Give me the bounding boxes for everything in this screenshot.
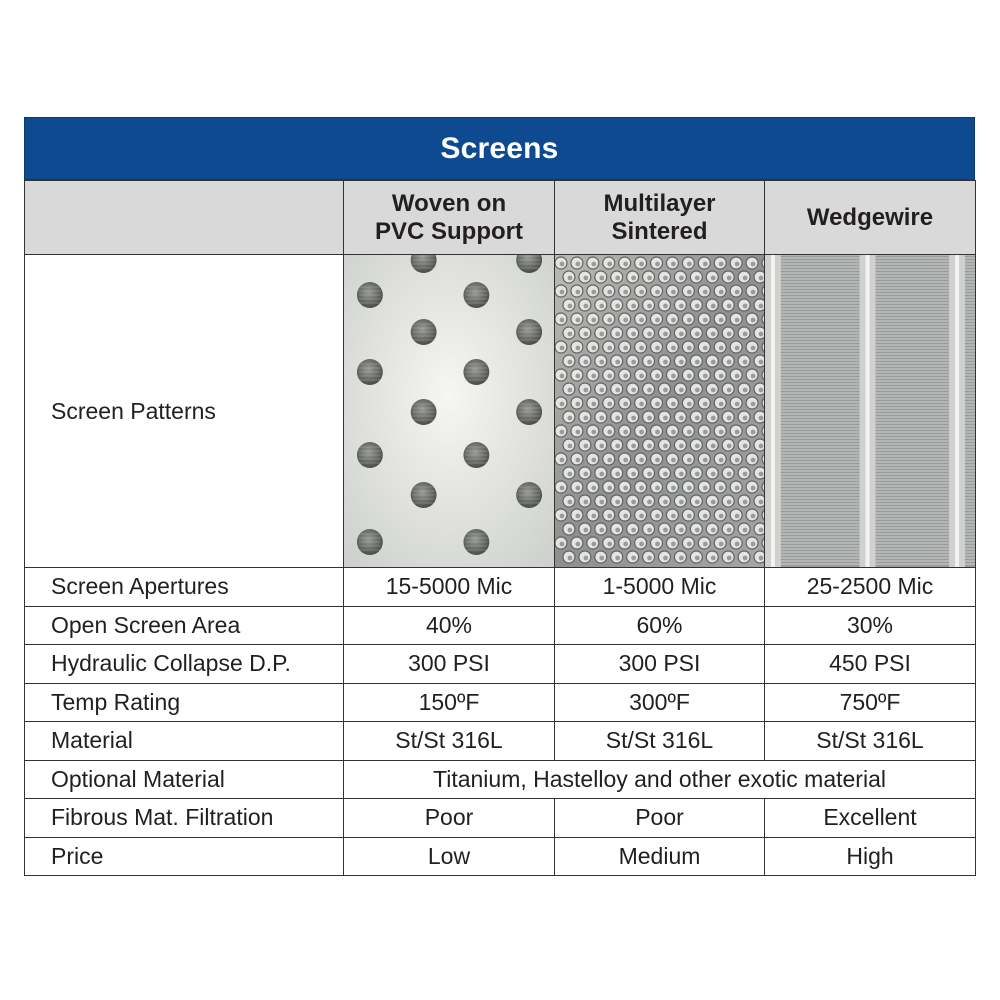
cell-value: 300 PSI (344, 645, 555, 684)
multilayer-sintered-pattern-image (555, 255, 765, 568)
pattern-row (25, 255, 976, 568)
column-header-line: PVC Support (375, 217, 523, 245)
cell-value: 150ºF (344, 683, 555, 722)
row-label: Hydraulic Collapse D.P. (25, 645, 344, 684)
cell-value: 450 PSI (765, 645, 976, 684)
cell-value: St/St 316L (344, 722, 555, 761)
row-label: Open Screen Area (25, 606, 344, 645)
cell-value: 30% (765, 606, 976, 645)
cell-value: Excellent (765, 799, 976, 838)
table-row (25, 645, 976, 684)
cell-value: 750ºF (765, 683, 976, 722)
column-header-wedgewire (765, 181, 976, 255)
table-row (25, 606, 976, 645)
cell-value: Poor (555, 799, 765, 838)
cell-value: Low (344, 837, 555, 876)
table-row (25, 799, 976, 838)
table-row (25, 837, 976, 876)
comparison-grid (24, 180, 976, 876)
row-label: Screen Patterns (25, 255, 344, 568)
cell-value: 40% (344, 606, 555, 645)
table-title: Screens (24, 117, 975, 180)
table-row (25, 683, 976, 722)
header-corner-cell (25, 181, 344, 255)
cell-value: 60% (555, 606, 765, 645)
column-header-multilayer (555, 181, 765, 255)
cell-value: St/St 316L (555, 722, 765, 761)
cell-value: High (765, 837, 976, 876)
column-header-woven (344, 181, 555, 255)
cell-value: 1-5000 Mic (555, 568, 765, 607)
table-row (25, 722, 976, 761)
cell-value: 300ºF (555, 683, 765, 722)
row-label: Price (25, 837, 344, 876)
column-header-row (25, 181, 976, 255)
wedgewire-pattern-image (765, 255, 976, 568)
row-label: Material (25, 722, 344, 761)
row-label: Optional Material (25, 760, 344, 799)
cell-value: Poor (344, 799, 555, 838)
column-header-line: Woven on (391, 189, 507, 217)
table-row (25, 568, 976, 607)
cell-value: Medium (555, 837, 765, 876)
woven-pvc-pattern-image (344, 255, 555, 568)
cell-value: 25-2500 Mic (765, 568, 976, 607)
row-label: Fibrous Mat. Filtration (25, 799, 344, 838)
cell-value: 15-5000 Mic (344, 568, 555, 607)
cell-value-spanning: Titanium, Hastelloy and other exotic material (344, 760, 976, 799)
row-label: Screen Apertures (25, 568, 344, 607)
cell-value: 300 PSI (555, 645, 765, 684)
column-header-line: Multilayer (603, 189, 716, 217)
screens-comparison-table (24, 117, 975, 876)
row-label: Temp Rating (25, 683, 344, 722)
cell-value: St/St 316L (765, 722, 976, 761)
table-row (25, 760, 976, 799)
column-header-line: Sintered (611, 217, 708, 245)
column-header-line: Wedgewire (806, 203, 934, 231)
